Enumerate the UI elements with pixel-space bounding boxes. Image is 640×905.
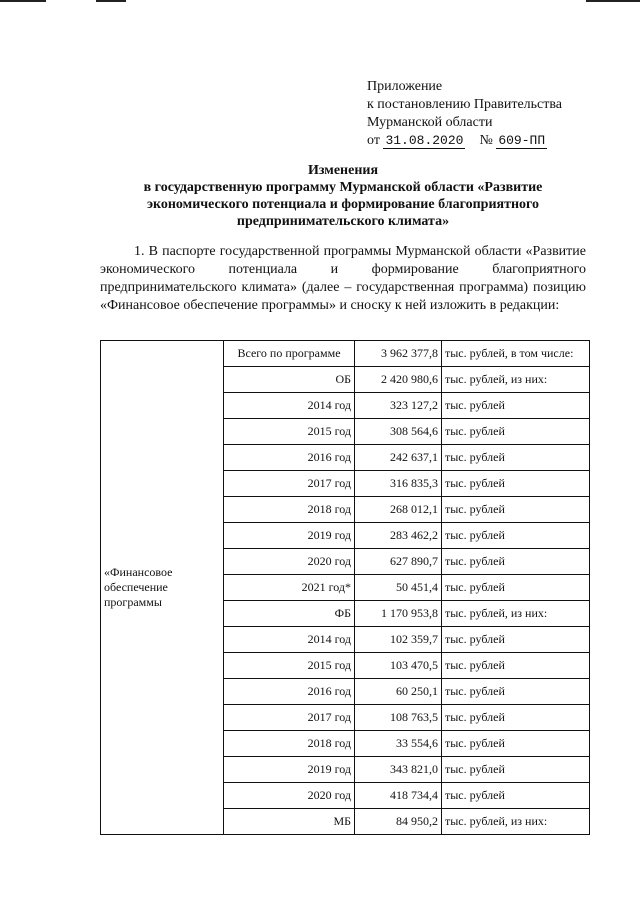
row-unit-cell: тыс. рублей bbox=[442, 575, 590, 601]
financing-label-line-1: «Финансовое bbox=[104, 565, 173, 579]
row-value-cell: 3 962 377,8 bbox=[355, 341, 442, 367]
row-name-cell: 2018 год bbox=[224, 731, 355, 757]
row-value-cell: 343 821,0 bbox=[355, 757, 442, 783]
row-name-cell: ОБ bbox=[224, 367, 355, 393]
paragraph-text: В паспорте государственной программы Мурманской области «Развитие экономического потенциала и формирование благоприятного предпринимательского климата» (далее – государственная программа) позицию «Финансовое обеспечение программы» и сноску к ней изложить в редакции: bbox=[100, 244, 586, 313]
row-unit-cell: тыс. рублей, из них: bbox=[442, 601, 590, 627]
row-unit-cell: тыс. рублей bbox=[442, 731, 590, 757]
appendix-date-line bbox=[367, 132, 562, 150]
row-name-cell: 2019 год bbox=[224, 523, 355, 549]
row-value-cell: 108 763,5 bbox=[355, 705, 442, 731]
scan-edge-line-left bbox=[0, 0, 46, 2]
row-name-cell: 2016 год bbox=[224, 445, 355, 471]
row-name-cell: ФБ bbox=[224, 601, 355, 627]
row-value-cell: 84 950,2 bbox=[355, 809, 442, 835]
row-unit-cell: тыс. рублей, из них: bbox=[442, 367, 590, 393]
row-unit-cell: тыс. рублей bbox=[442, 757, 590, 783]
row-name-cell: 2021 год* bbox=[224, 575, 355, 601]
heading-line-3: экономического потенциала и формирование благоприятного bbox=[146, 197, 540, 212]
document-heading bbox=[100, 162, 586, 230]
decree-date: 31.08.2020 bbox=[385, 133, 464, 148]
appendix-line-3: Мурманской области bbox=[367, 115, 493, 130]
row-unit-cell: тыс. рублей, из них: bbox=[442, 809, 590, 835]
row-value-cell: 50 451,4 bbox=[355, 575, 442, 601]
row-value-cell: 1 170 953,8 bbox=[355, 601, 442, 627]
row-name-cell: 2020 год bbox=[224, 783, 355, 809]
number-prefix: № bbox=[479, 133, 493, 148]
row-value-cell: 308 564,6 bbox=[355, 419, 442, 445]
row-unit-cell: тыс. рублей bbox=[442, 523, 590, 549]
row-name-cell: Всего по программе bbox=[224, 341, 355, 367]
scan-edge-line-right bbox=[586, 0, 640, 2]
row-unit-cell: тыс. рублей bbox=[442, 627, 590, 653]
row-unit-cell: тыс. рублей bbox=[442, 393, 590, 419]
row-name-cell: 2017 год bbox=[224, 471, 355, 497]
row-value-cell: 103 470,5 bbox=[355, 653, 442, 679]
row-unit-cell: тыс. рублей bbox=[442, 783, 590, 809]
financing-table-body bbox=[101, 341, 590, 835]
row-name-cell: 2020 год bbox=[224, 549, 355, 575]
row-value-cell: 627 890,7 bbox=[355, 549, 442, 575]
row-unit-cell: тыс. рублей, в том числе: bbox=[442, 341, 590, 367]
row-name-cell: 2015 год bbox=[224, 419, 355, 445]
row-value-cell: 102 359,7 bbox=[355, 627, 442, 653]
row-name-cell: 2014 год bbox=[224, 627, 355, 653]
financing-label-cell bbox=[101, 341, 224, 835]
row-unit-cell: тыс. рублей bbox=[442, 653, 590, 679]
row-value-cell: 2 420 980,6 bbox=[355, 367, 442, 393]
financing-label-line-3: программы bbox=[104, 595, 162, 609]
date-prefix: от bbox=[367, 133, 380, 148]
table-row bbox=[101, 341, 590, 367]
row-value-cell: 316 835,3 bbox=[355, 471, 442, 497]
row-name-cell: 2014 год bbox=[224, 393, 355, 419]
row-name-cell: 2015 год bbox=[224, 653, 355, 679]
paragraph-number: 1. bbox=[134, 244, 145, 259]
row-value-cell: 323 127,2 bbox=[355, 393, 442, 419]
row-value-cell: 283 462,2 bbox=[355, 523, 442, 549]
row-value-cell: 268 012,1 bbox=[355, 497, 442, 523]
scan-edge-line-center bbox=[96, 0, 126, 2]
row-value-cell: 242 637,1 bbox=[355, 445, 442, 471]
row-name-cell: 2016 год bbox=[224, 679, 355, 705]
row-name-cell: 2017 год bbox=[224, 705, 355, 731]
heading-line-2: в государственную программу Мурманской области «Развитие bbox=[143, 180, 543, 195]
heading-line-4: предпринимательского климата» bbox=[236, 214, 450, 229]
decree-number: 609-ПП bbox=[498, 133, 546, 148]
row-unit-cell: тыс. рублей bbox=[442, 445, 590, 471]
row-unit-cell: тыс. рублей bbox=[442, 497, 590, 523]
heading-line-1: Изменения bbox=[307, 163, 379, 178]
row-unit-cell: тыс. рублей bbox=[442, 419, 590, 445]
row-name-cell: 2018 год bbox=[224, 497, 355, 523]
row-name-cell: 2019 год bbox=[224, 757, 355, 783]
row-unit-cell: тыс. рублей bbox=[442, 679, 590, 705]
financing-label-line-2: обеспечение bbox=[104, 580, 168, 594]
appendix-line-1: Приложение bbox=[367, 79, 443, 94]
row-unit-cell: тыс. рублей bbox=[442, 549, 590, 575]
row-value-cell: 60 250,1 bbox=[355, 679, 442, 705]
row-value-cell: 418 734,4 bbox=[355, 783, 442, 809]
row-name-cell: МБ bbox=[224, 809, 355, 835]
appendix-line-2: к постановлению Правительства bbox=[367, 97, 563, 112]
row-unit-cell: тыс. рублей bbox=[442, 471, 590, 497]
paragraph-1 bbox=[100, 243, 586, 315]
row-value-cell: 33 554,6 bbox=[355, 731, 442, 757]
appendix-block bbox=[367, 78, 562, 150]
financing-table bbox=[100, 340, 590, 835]
row-unit-cell: тыс. рублей bbox=[442, 705, 590, 731]
